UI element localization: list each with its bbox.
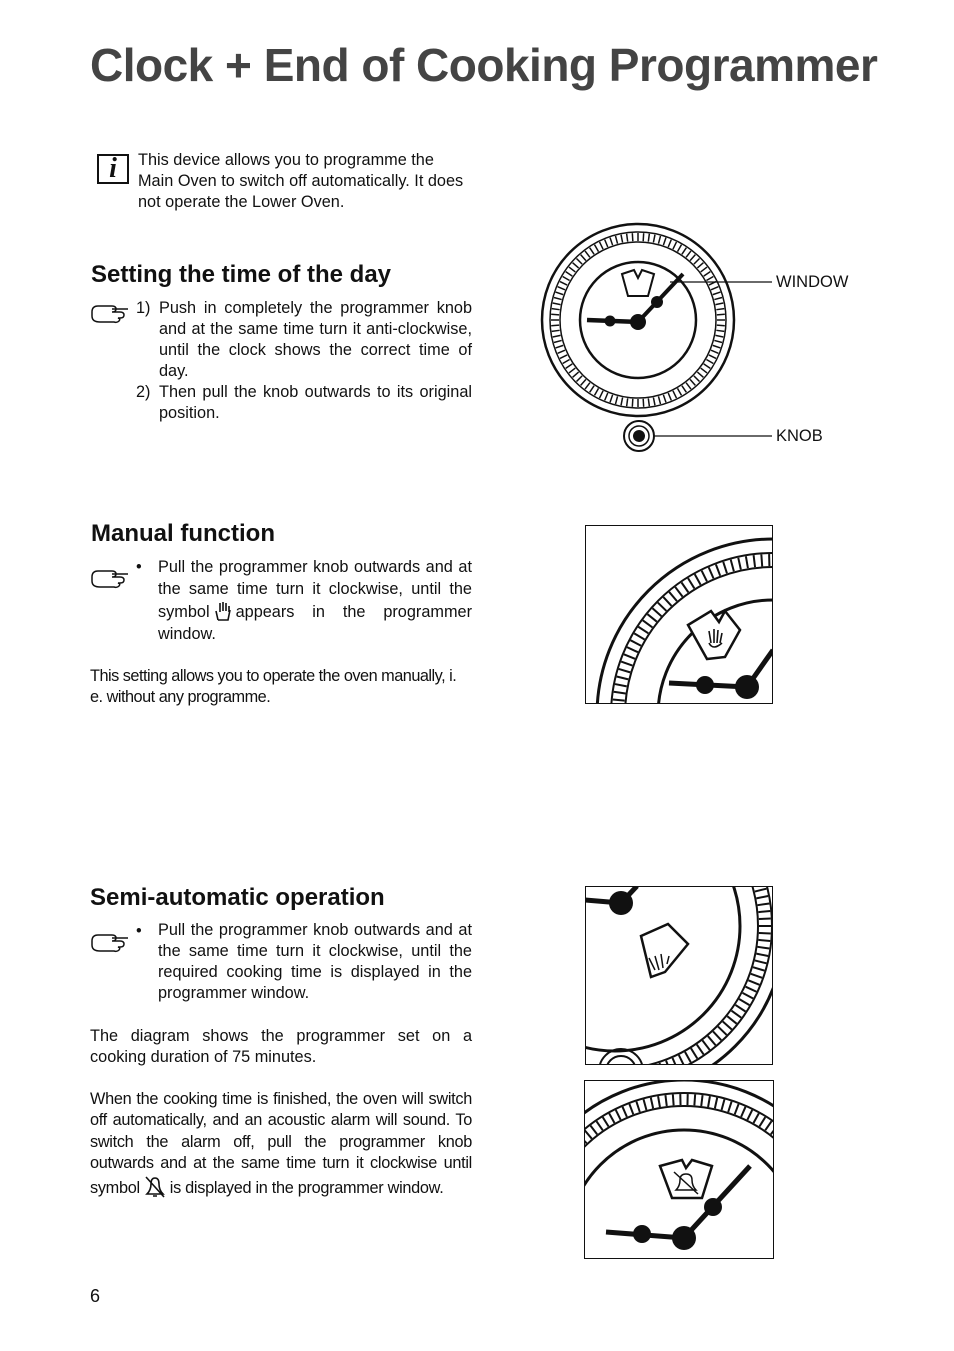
dial-tick — [552, 309, 560, 310]
dial-tick — [585, 251, 590, 257]
dial-tick — [686, 251, 691, 257]
dial-tick — [663, 597, 671, 606]
dial-tick — [610, 395, 613, 403]
dial-tick — [590, 1126, 597, 1135]
dial-tick — [686, 383, 691, 389]
dial-tick — [673, 1094, 674, 1105]
dial-tick — [691, 1048, 697, 1058]
dial-tick — [658, 396, 660, 404]
dial-tick — [581, 255, 586, 261]
dial-tick — [716, 564, 720, 575]
dial-tick — [701, 1095, 702, 1106]
dial-tick — [615, 236, 617, 244]
dial-tick — [614, 692, 626, 694]
semi-paragraph-2 — [90, 1089, 472, 1199]
dial-tick — [728, 1102, 731, 1112]
dial-tick — [615, 684, 627, 686]
dial-tick — [576, 258, 582, 264]
dial-tick — [708, 1096, 710, 1107]
dial-tick — [716, 330, 724, 331]
dial-tick — [709, 355, 716, 359]
dial-tick — [738, 558, 741, 570]
manual-note: This setting allows you to operate the oven manually, i. e. without any programme. — [90, 667, 457, 706]
dial-tick — [669, 592, 677, 601]
dial-tick — [558, 287, 565, 290]
dial-tick — [675, 587, 682, 597]
dial-tick — [697, 263, 703, 268]
alarm-off-diagram — [584, 1080, 774, 1259]
dial-tick — [701, 368, 707, 373]
programmer-clock-diagram — [530, 218, 780, 458]
dial-tick — [713, 345, 721, 348]
dial-tick — [754, 555, 755, 567]
dial-tick — [553, 335, 561, 337]
dial-tick — [576, 376, 582, 382]
dial-tick — [723, 1021, 732, 1029]
dial-tick — [755, 960, 767, 963]
dial-tick — [694, 376, 700, 382]
label-window: WINDOW — [776, 273, 849, 291]
info-icon: i — [97, 154, 129, 184]
dial-tick — [551, 314, 559, 315]
dial-tick — [603, 1117, 609, 1126]
dial-tick — [678, 388, 682, 395]
dial-tick — [757, 947, 769, 949]
dial-tick — [711, 350, 718, 353]
dial-tick — [694, 1094, 695, 1105]
manual-hand-symbol-icon — [213, 600, 233, 622]
dial-tick — [743, 993, 754, 999]
dial-tick — [761, 554, 762, 566]
dial-tick — [617, 676, 629, 679]
dial-tick — [621, 397, 623, 405]
dial-tick — [723, 562, 727, 573]
dial-tick — [727, 1016, 736, 1024]
dial-tick — [556, 345, 564, 348]
dial-tick — [706, 277, 713, 281]
dial-tick — [718, 1027, 727, 1035]
bullet: • — [136, 558, 142, 576]
dial-tick — [753, 967, 764, 970]
alarm-off-bell-icon — [143, 1174, 167, 1198]
dial-tick — [647, 614, 656, 622]
dial-tick — [638, 627, 648, 634]
dial-tick — [554, 340, 562, 342]
dial-tick — [648, 398, 649, 406]
dial-tick — [709, 567, 714, 578]
dial-tick — [668, 393, 671, 400]
dial-tick — [682, 248, 686, 255]
semi-automatic-75-minutes-diagram — [585, 886, 773, 1065]
dial-tick — [585, 383, 590, 389]
dial-tick — [690, 379, 695, 385]
dial-tick — [715, 335, 723, 337]
page-title: Clock + End of Cooking Programmer — [90, 39, 878, 91]
dial-tick — [714, 297, 722, 299]
dial-tick — [556, 292, 564, 295]
dial-tick — [585, 1130, 592, 1138]
dial-tick — [668, 240, 671, 247]
dial-tick — [652, 608, 661, 616]
dial-tick — [653, 397, 655, 405]
dial-tick — [658, 1096, 660, 1107]
dial-tick — [673, 1058, 678, 1065]
dial-tick — [566, 364, 573, 368]
dial-tick — [735, 1104, 739, 1114]
dial-tick — [753, 1113, 758, 1123]
dial-tick — [682, 582, 689, 592]
dial-tick — [697, 372, 703, 377]
dial-tick — [713, 292, 721, 295]
dial-tick — [629, 1104, 633, 1114]
dial-tick — [553, 303, 561, 305]
semi-bullet-text: Pull the programmer knob outwards and at the same time turn it clockwise, until the required cooking time is displayed in the programmer window. — [158, 921, 472, 1002]
dial-tick — [735, 1005, 745, 1012]
dial-tick — [644, 1099, 647, 1110]
dial-tick — [573, 372, 579, 377]
dial-tick — [627, 647, 638, 652]
dial-tick — [741, 1107, 745, 1117]
dial-tick — [746, 556, 748, 568]
manual-bullet-text — [158, 556, 472, 645]
heading-setting-time: Setting the time of the day — [91, 261, 392, 288]
dial-tick — [643, 399, 644, 407]
dial-tick — [756, 896, 768, 898]
dial-tick — [682, 386, 686, 393]
step-text: Then pull the knob outwards to its original position. — [159, 383, 472, 422]
dial-tick — [658, 236, 660, 244]
dial-tick — [558, 350, 565, 353]
semi-p2-after: is displayed in the programmer window. — [169, 1179, 444, 1198]
dial-tick — [747, 1110, 752, 1120]
pointing-hand-icon — [90, 298, 132, 324]
dial-tick — [627, 398, 628, 406]
dial-tick — [708, 1036, 716, 1045]
dial-tick — [704, 272, 711, 276]
dial-tick — [755, 889, 767, 892]
dial-tick — [751, 974, 762, 978]
dial-tick — [717, 314, 725, 315]
dial-tick — [690, 255, 695, 261]
dial-tick — [748, 980, 759, 985]
dial-tick — [613, 699, 625, 700]
step-number: 2) — [136, 383, 151, 401]
semi-paragraph-1: The diagram shows the programmer set on a cooking duration of 75 minutes. — [90, 1027, 472, 1066]
dial-tick — [663, 238, 666, 246]
dial-tick — [685, 1052, 691, 1062]
dial-tick — [560, 355, 567, 359]
dial-tick — [569, 368, 575, 373]
dial-tick — [552, 330, 560, 331]
manual-bullet-before: Pull the programmer knob outwards and at the same time turn it clockwise, until the symbol — [158, 558, 472, 621]
dial-tick — [616, 1110, 621, 1120]
dial-tick — [551, 325, 559, 326]
dial-tick — [600, 391, 604, 398]
dial-tick — [757, 903, 769, 905]
dial-tick — [665, 1095, 666, 1106]
dial-tick — [627, 234, 628, 242]
dial-tick — [673, 391, 677, 398]
dial-tick — [701, 267, 707, 272]
dial-tick — [746, 987, 757, 992]
dial-tick — [600, 242, 604, 249]
dial-tick — [651, 1098, 653, 1109]
dial-tick — [758, 911, 770, 912]
dial-tick — [609, 1113, 614, 1123]
dial-tick — [695, 574, 701, 584]
step-text: Push in completely the programmer knob and at the same time turn it anti-clockwise, until the clock shows the correct time of day. — [159, 299, 472, 380]
dial-tick — [711, 287, 718, 290]
dial-tick — [597, 1121, 603, 1130]
dial-tick — [581, 379, 586, 385]
dial-tick — [653, 235, 655, 243]
dial-tick — [704, 364, 711, 368]
page-number: 6 — [90, 1286, 101, 1306]
dial-tick — [648, 234, 649, 242]
label-knob: KNOB — [776, 427, 823, 445]
dial-tick — [590, 248, 594, 255]
heading-semi-automatic: Semi-automatic operation — [90, 884, 385, 911]
dial-tick — [605, 240, 608, 247]
dial-tick — [759, 933, 771, 934]
pointing-hand-icon — [90, 927, 132, 953]
dial-tick — [722, 1099, 725, 1110]
manual-bullet-after: appears in the programmer window. — [158, 603, 472, 643]
dial-tick — [563, 277, 570, 281]
dial-tick — [563, 360, 570, 364]
dial-tick — [702, 571, 707, 582]
manual-function-diagram — [585, 525, 773, 704]
dial-tick — [632, 233, 633, 241]
dial-tick — [566, 272, 573, 276]
info-text: This device allows you to programme the Main Oven to switch off automatically. It does not operate the Lower Oven. — [138, 151, 464, 211]
dial-tick — [688, 578, 694, 588]
dial-tick — [595, 245, 599, 252]
dial-tick — [765, 1121, 771, 1130]
dial-tick — [636, 1102, 639, 1112]
dial-tick — [759, 1117, 765, 1126]
dial-tick — [630, 640, 641, 646]
dial-tick — [643, 620, 653, 627]
dial-tick — [658, 603, 667, 611]
pointing-hand-icon — [90, 563, 132, 589]
dial-tick — [634, 633, 644, 639]
dial-tick — [632, 399, 633, 407]
dial-tick — [694, 258, 700, 264]
dial-tick — [560, 282, 567, 286]
dial-tick — [573, 263, 579, 268]
dial-tick — [715, 303, 723, 305]
dial-tick — [569, 267, 575, 272]
dial-tick — [759, 918, 771, 919]
step-number: 1) — [136, 299, 151, 317]
dial-tick — [717, 325, 725, 326]
dial-tick — [643, 233, 644, 241]
semi-p2-before: When the cooking time is finished, the oven will switch off automatically, and an acoustic alarm will sound. To switch the alarm off, pull the programmer knob outwards and at the same time turn it clockwise until symbol — [90, 1090, 472, 1198]
heading-manual-function: Manual function — [91, 520, 275, 547]
dial-tick — [679, 1055, 684, 1065]
dial-tick — [621, 662, 632, 666]
dial-tick — [615, 396, 617, 404]
dial-tick — [714, 340, 722, 342]
dial-tick — [715, 1098, 717, 1109]
dial-tick — [619, 669, 630, 672]
dial-tick — [739, 999, 749, 1005]
dial-tick — [673, 242, 677, 249]
dial-tick — [663, 395, 666, 403]
dial-tick — [731, 560, 734, 572]
dial-tick — [554, 297, 562, 299]
dial-tick — [731, 1011, 741, 1018]
dial-tick — [713, 1031, 721, 1040]
dial-tick — [706, 360, 713, 364]
dial-tick — [622, 1107, 626, 1117]
dial-tick — [621, 235, 623, 243]
dial-tick — [605, 393, 608, 400]
dial-tick — [624, 654, 635, 659]
dial-tick — [758, 940, 770, 941]
dial-tick — [716, 309, 724, 310]
dial-tick — [702, 1040, 709, 1050]
dial-tick — [590, 386, 594, 393]
dial-tick — [697, 1045, 704, 1055]
dial-tick — [595, 388, 599, 395]
dial-tick — [756, 954, 768, 956]
dial-tick — [610, 238, 613, 246]
bullet: • — [136, 922, 142, 940]
dial-tick — [678, 245, 682, 252]
